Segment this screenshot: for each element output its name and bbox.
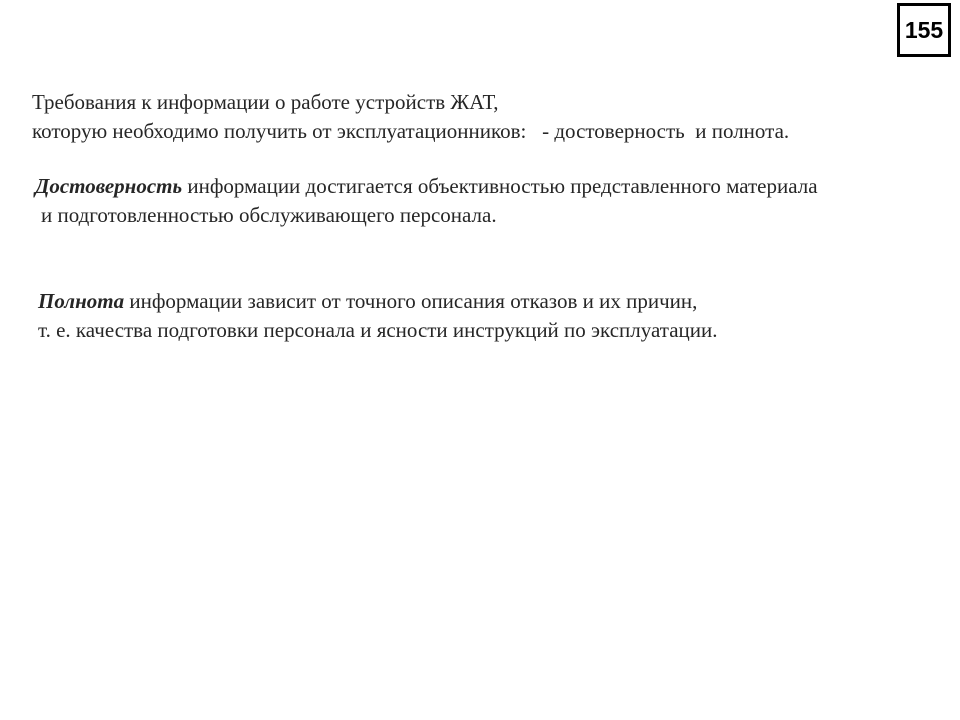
reliability-term: Достоверность (35, 174, 183, 198)
intro-line-1: Требования к информации о работе устройств ЖАТ, (32, 90, 499, 114)
reliability-line-1-text: информации достигается объективностью представленного материала (182, 174, 818, 198)
completeness-line-1 (38, 287, 718, 316)
reliability-line-2: и подготовленностью обслуживающего персонала. (41, 203, 497, 227)
page-number: 155 (897, 3, 951, 57)
reliability-line-1 (35, 172, 818, 201)
intro-line-2: которую необходимо получить от эксплуатационников: - достоверность и полнота. (32, 119, 790, 143)
reliability-paragraph (35, 172, 818, 230)
completeness-paragraph (38, 287, 718, 345)
completeness-line-2: т. е. качества подготовки персонала и ясности инструкций по эксплуатации. (38, 318, 718, 342)
completeness-term: Полнота (38, 289, 125, 313)
intro-paragraph (32, 88, 789, 146)
completeness-line-1-text: информации зависит от точного описания отказов и их причин, (124, 289, 698, 313)
